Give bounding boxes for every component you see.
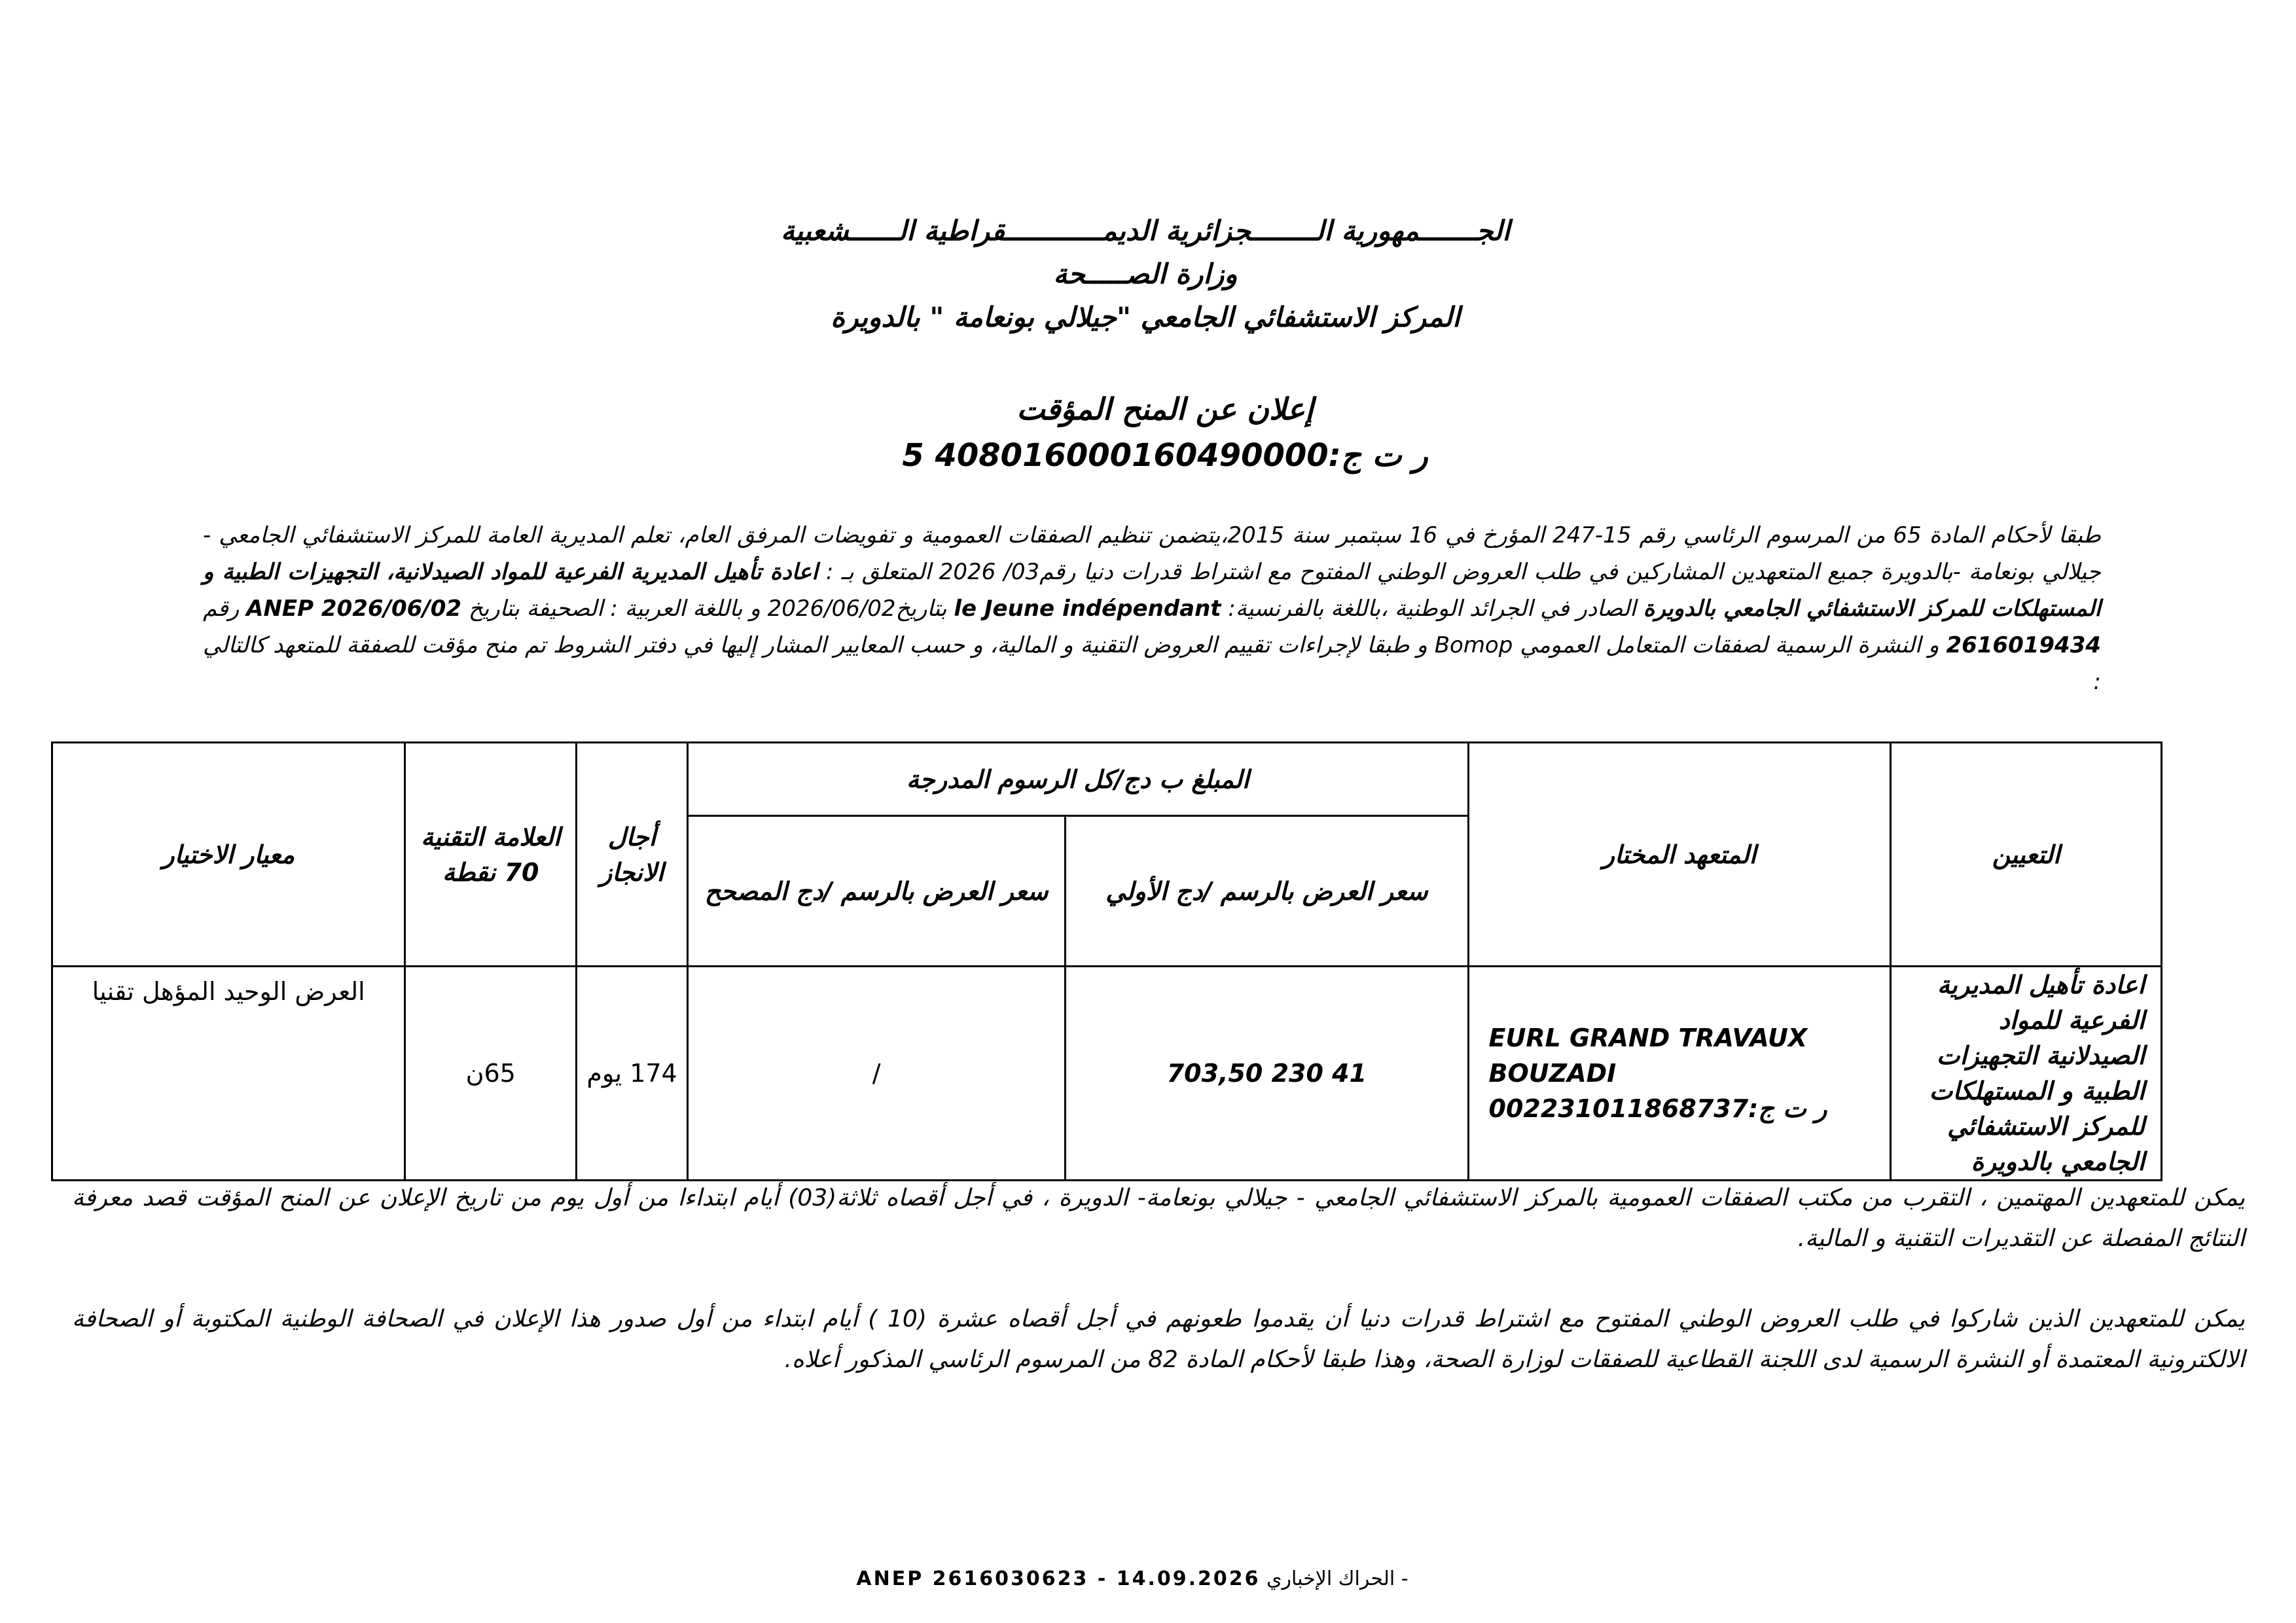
- ministry-line: وزارة الصـــــحة: [1053, 258, 1238, 290]
- title-nif: ر ت ج:408016000160490000 5: [902, 437, 1428, 474]
- title-main: إعلان عن المنح المؤقت: [1016, 391, 1314, 427]
- row-technical-score: 65ن: [405, 967, 577, 1181]
- header-criterion: معيار الاختيار: [52, 743, 405, 967]
- award-table: [51, 741, 2162, 1181]
- republic-line: الجـــــــمهورية الــــــــجزائرية الديمــــــــــــقراطية الــــــشعبية: [780, 215, 1511, 247]
- row-corrected-price: /: [688, 967, 1066, 1181]
- row-contractor: [1468, 967, 1891, 1181]
- document-header: [655, 209, 1636, 339]
- footer-code: ANEP 2616030623 - 14.09.2026: [856, 1567, 1261, 1590]
- contractor-rc: ر ت ج:002231011868737: [1488, 1094, 1827, 1123]
- row-designation: اعادة تأهيل المديرية الفرعية للمواد الصيدلانية التجهيزات الطبية و المستهلكات للمركز الاستشفائي الجامعي بالدويرة: [1891, 967, 2162, 1181]
- intro-line4: رقم: [203, 596, 240, 622]
- contact-paragraph: يمكن للمتعهدين المهتمين ، التقرب من مكتب الصفقات العمومية بالمركز الاستشفائي الجامعي - جيلالي بونعامة- الدويرة ، في أجل أقصاه ثلاثة(03) أيام ابتداءا من أول يوم من تاريخ الإعلان عن المنح المؤقت قصد معرفة النتائج المفصلة عن التقديرات التقنية و المالية.: [72, 1185, 2245, 1252]
- intro-line2: الصادر في الجرائد الوطنية ،باللغة بالفرنسية:: [1228, 596, 1636, 622]
- intro-newspaper-fr: le Jeune indépendant: [954, 596, 1221, 622]
- row-initial-price: 41 230 703,50: [1066, 967, 1468, 1181]
- intro-anep-date: ANEP 2026/06/02: [246, 596, 462, 622]
- footer-source: - الحراك الإخباري: [1266, 1567, 1408, 1590]
- header-designation: التعيين: [1891, 743, 2162, 967]
- appeal-paragraph: يمكن للمتعهدين الذين شاركوا في طلب العروض الوطني المفتوح مع اشتراط قدرات دنيا أن يقدموا طعونهم في أجل أقصاه عشرة (10 ) أيام ابتداء من أول صدور هذا الإعلان في الصحافة الوطنية المكتوبة أو الصحافة الالكترونية المعتمدة أو النشرة الرسمية لدى اللجنة القطاعية للصفقات لوزارة الصحة، وهذا طبقا لأحكام المادة 82 من المرسوم الرئاسي المذكور أعلاه.: [72, 1306, 2245, 1373]
- header-corrected-price: سعر العرض بالرسم /دج المصحح: [688, 816, 1066, 967]
- row-deadline: 174 يوم: [577, 967, 688, 1181]
- header-deadline: أجال الانجاز: [577, 743, 688, 967]
- header-initial-price: سعر العرض بالرسم /دج الأولي: [1066, 816, 1468, 967]
- header-technical-score: العلامة التقنية 70 نقطة: [405, 743, 577, 967]
- intro-line1: طبقا لأحكام المادة 65 من المرسوم الرئاسي رقم 15-247 المؤرخ في 16 سبتمبر سنة 2015،يتضمن تنظيم الصفقات العمومية و تفويضات المرفق العام، تعلم المديرية العامة للمركز الاستشفائي الجامعي - جيلالي بونعامة -بالدويرة جميع المتعهدين المشاركين في طلب العروض الوطني المفتوح مع اشتراط قدرات دنيا رقم03/ 2026 المتعلق بـ :: [203, 522, 2102, 585]
- intro-paragraph: [203, 517, 2101, 700]
- intro-line5: و النشرة الرسمية لصفقات المتعامل العمومي Bomop و طبقا لإجراءات تقييم العروض التقنية و المالية، و حسب المعايير المشار إليها في دفتر الشروط تم منح مؤقت للصفقة للمتعهد كالتالي :: [203, 632, 2101, 695]
- row-criterion: العرض الوحيد المؤهل تقنيا: [52, 967, 405, 1181]
- table-row: [52, 967, 2162, 1181]
- header-amount-group: المبلغ ب دج/كل الرسوم المدرجة: [688, 743, 1469, 816]
- hospital-line: المركز الاستشفائي الجامعي "جيلالي بونعامة " بالدويرة: [831, 301, 1460, 333]
- intro-anep-number: 2616019434: [1946, 632, 2102, 658]
- intro-subject: اعادة تأهيل المديرية الفرعية للمواد الصيدلانية، التجهيزات الطبية و المستهلكات للمركز الاستشفائي الجامعي بالدويرة: [203, 559, 2102, 622]
- intro-line3: بتاريخ2026/06/02 و باللغة العربية : الصحيفة بتاريخ: [468, 596, 947, 622]
- announcement-title: [838, 386, 1492, 479]
- contractor-name: EURL GRAND TRAVAUX BOUZADI: [1488, 1024, 1808, 1088]
- footer: [805, 1567, 1460, 1590]
- header-contractor: المتعهد المختار: [1468, 743, 1891, 967]
